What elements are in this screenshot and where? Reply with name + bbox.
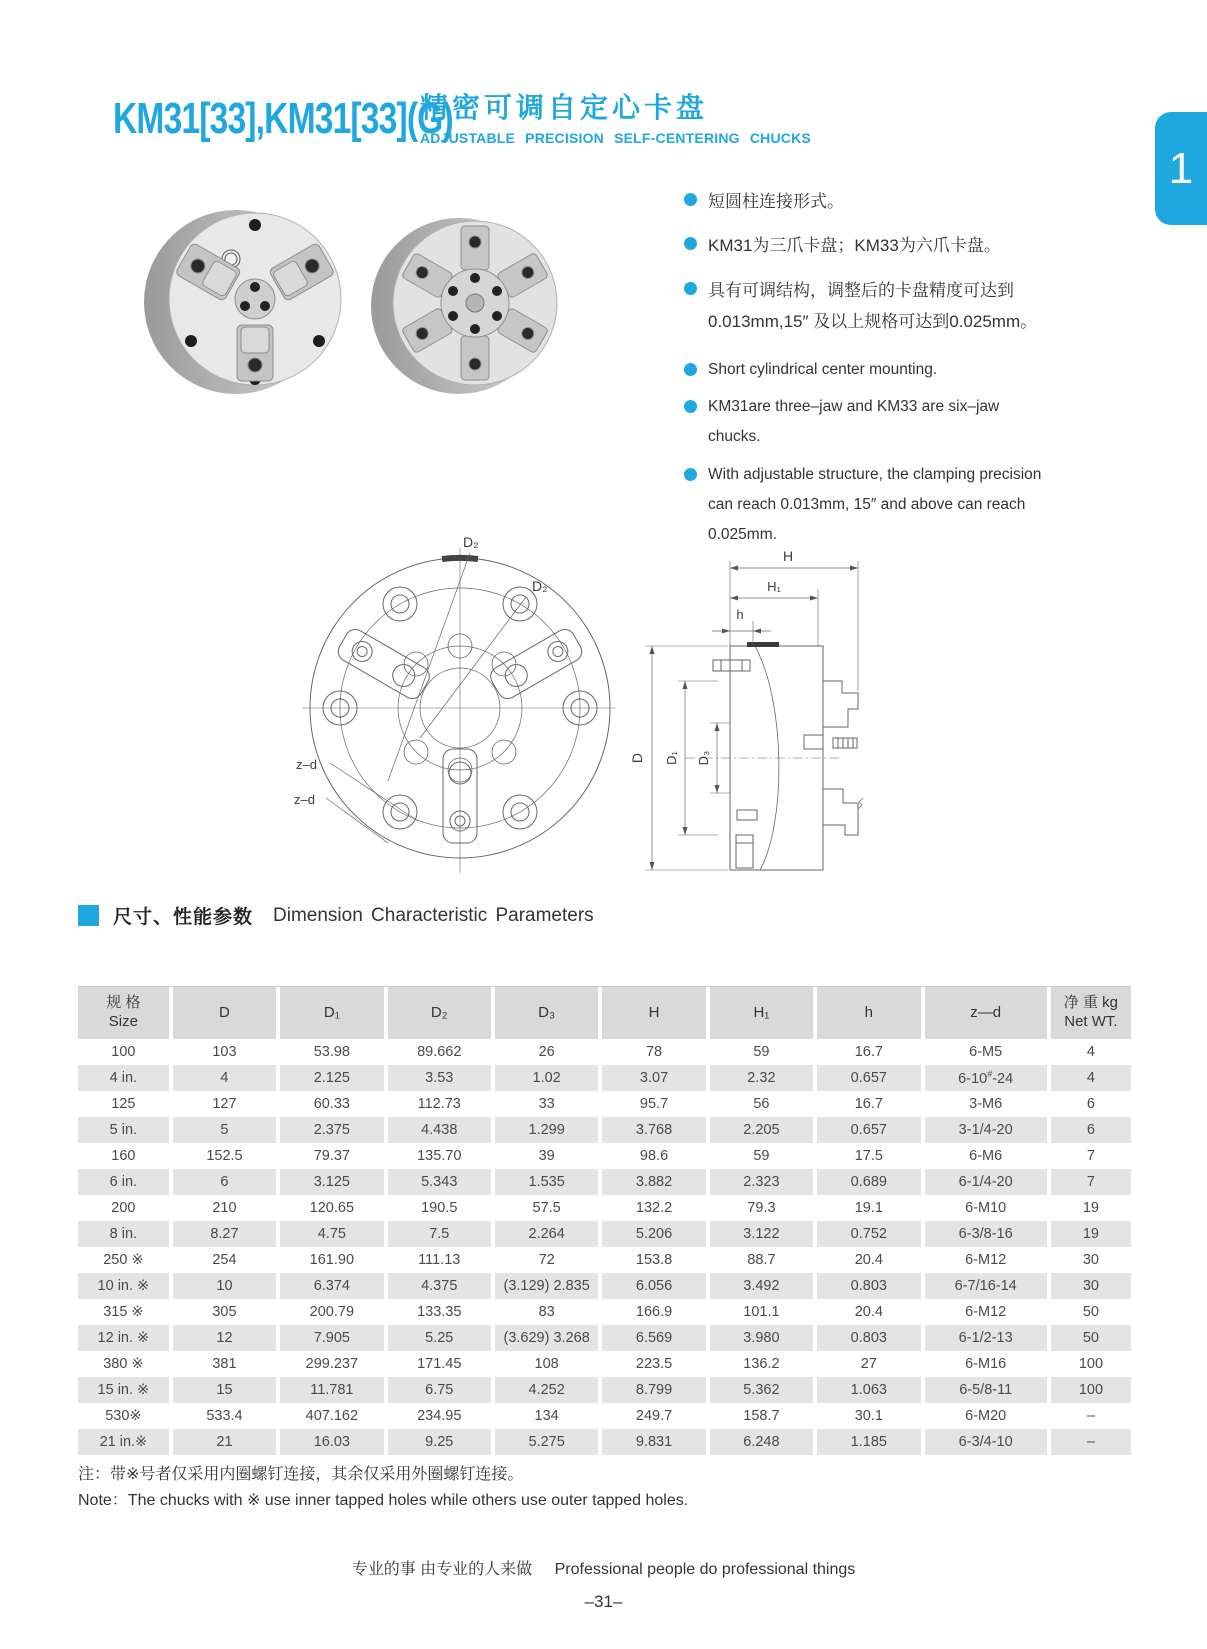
table-cell: 20.4: [817, 1247, 924, 1273]
table-cell: 0.803: [817, 1273, 924, 1299]
table-cell: 59: [710, 1143, 817, 1169]
dim-label-H: H: [782, 548, 794, 564]
dim-label-zd-upper: z–d: [296, 757, 317, 772]
table-row: [78, 1429, 1131, 1455]
table-cell: 9.25: [388, 1429, 495, 1455]
footer-slogan-english: Professional people do professional things: [554, 1561, 856, 1578]
table-cell: 223.5: [602, 1351, 709, 1377]
dimension-parameters-table: [78, 986, 1131, 1455]
table-row: [78, 1351, 1131, 1377]
table-cell: 6-M20: [925, 1403, 1051, 1429]
table-cell: 136.2: [710, 1351, 817, 1377]
table-cell: 3.122: [710, 1221, 817, 1247]
table-cell: 30.1: [817, 1403, 924, 1429]
table-cell: 78: [602, 1039, 709, 1065]
table-cell: 7.905: [280, 1325, 387, 1351]
table-cell: 50: [1051, 1325, 1131, 1351]
table-cell: 4: [1086, 1044, 1095, 1060]
table-cell: 407.162: [280, 1403, 387, 1429]
table-cell: 108: [495, 1351, 602, 1377]
column-header-D: D: [173, 987, 280, 1039]
column-header-D2: D₂: [388, 987, 495, 1039]
bullet-icon: [684, 363, 697, 376]
table-cell: 132.2: [602, 1195, 709, 1221]
table-cell: 3.125: [280, 1169, 387, 1195]
table-cell: 5 in.: [78, 1117, 173, 1143]
table-cell: 6-3/4-10: [925, 1429, 1051, 1455]
table-cell: 56: [710, 1091, 817, 1117]
table-cell: 200: [78, 1195, 173, 1221]
dim-label-h: h: [736, 607, 744, 622]
column-header-weight-cn: 净 重 kg: [1063, 994, 1119, 1012]
table-cell: 127: [173, 1091, 280, 1117]
table-cell: 1.063: [817, 1377, 924, 1403]
table-cell: 125: [78, 1091, 173, 1117]
column-header-size-cn: 规 格: [106, 994, 141, 1012]
table-cell: 120.65: [280, 1195, 387, 1221]
feature-text: With adjustable structure, the clamping precision can reach 0.013mm, 15″ and above can reach 0.025mm.: [708, 465, 1042, 544]
table-cell: 89.662: [388, 1039, 495, 1065]
table-cell: 1.185: [817, 1429, 924, 1455]
table-cell: 0.752: [817, 1221, 924, 1247]
dim-label-zd-lower: z–d: [294, 792, 315, 807]
table-cell: 3-M6: [925, 1091, 1051, 1117]
table-cell: 19.1: [817, 1195, 924, 1221]
note-chinese: 注：带※号者仅采用内圈螺钉连接，其余仅采用外圈螺钉连接。: [78, 1466, 524, 1483]
table-cell: 6: [1086, 1096, 1095, 1112]
table-cell: 83: [495, 1299, 602, 1325]
table-cell: 12 in. ※: [78, 1325, 173, 1351]
table-cell: 7.5: [388, 1221, 495, 1247]
feature-text: KM31为三爪卡盘；KM33为六爪卡盘。: [708, 236, 1001, 256]
column-header-weight-en: Net WT.: [1064, 1013, 1118, 1030]
table-row: [78, 1169, 1131, 1195]
technical-drawing-section-view: [590, 513, 935, 885]
table-row: [78, 1065, 1131, 1091]
list-item: [684, 230, 1056, 261]
dim-label-D1: D₁: [664, 751, 679, 765]
table-cell: 6-M12: [925, 1299, 1051, 1325]
table-cell: 3.07: [602, 1065, 709, 1091]
table-row: [78, 1039, 1131, 1065]
table-cell: 98.6: [602, 1143, 709, 1169]
table-cell: 153.8: [602, 1247, 709, 1273]
feature-text: KM31are three–jaw and KM33 are six–jaw chucks.: [708, 398, 1000, 446]
table-header-row: [78, 987, 1131, 1039]
table-cell: 112.73: [388, 1091, 495, 1117]
table-cell: 5.343: [388, 1169, 495, 1195]
table-cell: 315 ※: [78, 1299, 173, 1325]
feature-text: 短圆柱连接形式。: [708, 192, 844, 211]
table-cell: 16.7: [817, 1039, 924, 1065]
table-cell: 6-7/16-14: [925, 1273, 1051, 1299]
table-cell: 6.75: [388, 1377, 495, 1403]
table-cell: 6.248: [710, 1429, 817, 1455]
table-row: [78, 1091, 1131, 1117]
table-cell: 8.799: [602, 1377, 709, 1403]
table-row: [78, 1377, 1131, 1403]
table-row: [78, 1221, 1131, 1247]
table-cell: 2.375: [280, 1117, 387, 1143]
table-cell: 3.882: [602, 1169, 709, 1195]
table-cell: 200.79: [280, 1299, 387, 1325]
table-cell: 6.569: [602, 1325, 709, 1351]
table-cell: 2.323: [710, 1169, 817, 1195]
table-cell: 299.237: [280, 1351, 387, 1377]
table-cell: 15: [173, 1377, 280, 1403]
table-cell: 101.1: [710, 1299, 817, 1325]
table-cell: 5.25: [388, 1325, 495, 1351]
table-cell: 17.5: [817, 1143, 924, 1169]
table-cell: 166.9: [602, 1299, 709, 1325]
list-item: [684, 355, 1056, 385]
table-cell: 6-1/2-13: [925, 1325, 1051, 1351]
table-cell: 50: [1082, 1304, 1099, 1320]
product-photo-six-jaw-chuck: [363, 212, 581, 400]
table-cell: 2.125: [280, 1065, 387, 1091]
table-row: [78, 1247, 1131, 1273]
table-cell: 6-1/4-20: [925, 1169, 1051, 1195]
table-cell: 7: [1086, 1148, 1095, 1164]
table-cell: 103: [173, 1039, 280, 1065]
table-cell: (3.129) 2.835: [495, 1273, 602, 1299]
table-cell: 4.252: [495, 1377, 602, 1403]
table-cell: 72: [495, 1247, 602, 1273]
bullet-icon: [684, 400, 697, 413]
column-header-D1: D₁: [280, 987, 387, 1039]
column-header-D3: D₃: [495, 987, 602, 1039]
table-cell: 100: [1078, 1356, 1104, 1372]
table-cell: 6 in.: [78, 1169, 173, 1195]
dim-label-H1: H₁: [767, 579, 781, 594]
table-cell: 6-M12: [925, 1247, 1051, 1273]
table-cell: 12: [173, 1325, 280, 1351]
table-cell: 4: [1051, 1065, 1131, 1091]
dim-label-D3: D₃: [696, 750, 711, 766]
column-header-size-en: Size: [108, 1013, 138, 1030]
table-cell: 3.980: [710, 1325, 817, 1351]
table-cell: 6-M10: [925, 1195, 1051, 1221]
table-cell: 250 ※: [78, 1247, 173, 1273]
list-item: [684, 392, 1056, 452]
product-title-english: ADJUSTABLE PRECISION SELF-CENTERING CHUCKS: [420, 130, 811, 146]
table-cell: 234.95: [388, 1403, 495, 1429]
table-row: [78, 1117, 1131, 1143]
table-cell: 57.5: [495, 1195, 602, 1221]
table-cell: 6-3/8-16: [925, 1221, 1051, 1247]
table-row: [78, 1403, 1131, 1429]
product-photo-three-jaw-chuck: [133, 203, 365, 401]
dim-label-d2-top: D₂: [463, 534, 479, 550]
table-cell: 8.27: [173, 1221, 280, 1247]
table-cell: 6-5/8-11: [925, 1377, 1051, 1403]
table-cell: 0.657: [817, 1117, 924, 1143]
list-item: [684, 275, 1056, 338]
table-cell: 4.438: [388, 1117, 495, 1143]
table-cell: 161.90: [280, 1247, 387, 1273]
table-cell: 1.299: [495, 1117, 602, 1143]
table-cell: 79.3: [710, 1195, 817, 1221]
table-cell: 2.264: [495, 1221, 602, 1247]
chapter-tab[interactable]: 1: [1155, 112, 1207, 225]
table-cell: 39: [495, 1143, 602, 1169]
table-cell: 30: [1051, 1273, 1131, 1299]
table-cell: 27: [817, 1351, 924, 1377]
table-cell: 79.37: [280, 1143, 387, 1169]
column-header-H1: H₁: [710, 987, 817, 1039]
table-cell: 381: [173, 1351, 280, 1377]
table-notes: [78, 1462, 688, 1515]
column-header-size: [78, 987, 173, 1039]
table-cell: 8 in.: [78, 1221, 173, 1247]
table-cell: 152.5: [173, 1143, 280, 1169]
table-cell: 0.657: [817, 1065, 924, 1091]
bullet-icon: [684, 237, 697, 250]
table-cell: 171.45: [388, 1351, 495, 1377]
table-cell: 0.689: [817, 1169, 924, 1195]
table-cell: 5.362: [710, 1377, 817, 1403]
feature-list-chinese: [684, 186, 1056, 351]
table-cell: 21: [173, 1429, 280, 1455]
table-cell: 3.492: [710, 1273, 817, 1299]
table-cell: 11.781: [280, 1377, 387, 1403]
table-cell: 4.75: [280, 1221, 387, 1247]
section-heading: [78, 902, 594, 929]
bullet-icon: [684, 468, 697, 481]
table-cell: 0.803: [817, 1325, 924, 1351]
table-cell: 5.275: [495, 1429, 602, 1455]
note-english: Note：The chucks with ※ use inner tapped holes while others use outer tapped holes.: [78, 1492, 689, 1510]
table-cell: 7: [1051, 1169, 1131, 1195]
list-item: [684, 186, 1056, 217]
table-cell: 133.35: [388, 1299, 495, 1325]
table-cell: 6.374: [280, 1273, 387, 1299]
table-cell: 21 in.※: [78, 1429, 173, 1455]
table-cell: 380 ※: [78, 1351, 173, 1377]
page-title: KM31[33],KM31[33](G): [113, 95, 453, 143]
table-cell: 6: [1051, 1117, 1131, 1143]
table-cell: 1.02: [495, 1065, 602, 1091]
feature-text: Short cylindrical center mounting.: [708, 361, 938, 378]
table-cell: 30: [1082, 1252, 1099, 1268]
table-cell: 95.7: [602, 1091, 709, 1117]
table-cell: 15 in. ※: [78, 1377, 173, 1403]
table-cell: 111.13: [388, 1247, 495, 1273]
table-cell: 6.056: [602, 1273, 709, 1299]
table-cell: 305: [173, 1299, 280, 1325]
table-cell: 59: [710, 1039, 817, 1065]
table-cell: 5: [173, 1117, 280, 1143]
column-header-H: H: [602, 987, 709, 1039]
table-cell: 530※: [78, 1403, 173, 1429]
table-cell: 53.98: [280, 1039, 387, 1065]
section-marker-icon: [78, 905, 99, 926]
table-cell: 20.4: [817, 1299, 924, 1325]
table-cell: 4 in.: [78, 1065, 173, 1091]
table-cell: 6: [173, 1169, 280, 1195]
technical-drawing-front-view: [270, 523, 615, 885]
table-cell: 533.4: [173, 1403, 280, 1429]
table-cell: 210: [173, 1195, 280, 1221]
column-header-weight: [1051, 987, 1131, 1039]
table-cell: 16.03: [280, 1429, 387, 1455]
table-cell: 254: [173, 1247, 280, 1273]
table-row: [78, 1195, 1131, 1221]
section-heading-english: Dimension Characteristic Parameters: [273, 904, 594, 926]
table-cell: (3.629) 3.268: [495, 1325, 602, 1351]
bullet-icon: [684, 193, 697, 206]
footer-slogan-chinese: 专业的事 由专业的人来做: [351, 1561, 533, 1578]
table-cell: 5.206: [602, 1221, 709, 1247]
table-cell: 6-10#-24: [925, 1065, 1051, 1091]
table-cell: 3.768: [602, 1117, 709, 1143]
feature-text: 具有可调结构，调整后的卡盘精度可达到 0.013mm,15″ 及以上规格可达到0.025mm。: [708, 280, 1038, 332]
table-cell: 160: [78, 1143, 173, 1169]
table-cell: 6-M6: [925, 1143, 1051, 1169]
table-cell: 158.7: [710, 1403, 817, 1429]
table-cell: 6-M5: [925, 1039, 1051, 1065]
table-cell: 249.7: [602, 1403, 709, 1429]
table-cell: 16.7: [817, 1091, 924, 1117]
table-cell: 3.53: [388, 1065, 495, 1091]
table-cell: 2.205: [710, 1117, 817, 1143]
bullet-icon: [684, 282, 697, 295]
table-body: [78, 1039, 1131, 1455]
table-cell: –: [1086, 1408, 1095, 1424]
column-header-zd: z—d: [925, 987, 1051, 1039]
dim-label-d2-side: D₂: [532, 578, 548, 594]
column-header-h: h: [817, 987, 924, 1039]
table-cell: 190.5: [388, 1195, 495, 1221]
table-cell: 3-1/4-20: [925, 1117, 1051, 1143]
table-row: [78, 1325, 1131, 1351]
section-heading-chinese: 尺寸、性能参数: [113, 907, 254, 928]
page-number: –31–: [584, 1592, 623, 1611]
table-cell: 26: [495, 1039, 602, 1065]
table-cell: 100: [1051, 1377, 1131, 1403]
table-cell: 134: [495, 1403, 602, 1429]
table-cell: –: [1051, 1429, 1131, 1455]
table-row: [78, 1299, 1131, 1325]
product-title-chinese: 精密可调自定心卡盘: [420, 92, 709, 123]
table-cell: 10 in. ※: [78, 1273, 173, 1299]
dim-label-D: D: [629, 752, 645, 764]
table-cell: 4.375: [388, 1273, 495, 1299]
table-cell: 135.70: [388, 1143, 495, 1169]
table-cell: 10: [173, 1273, 280, 1299]
table-cell: 2.32: [710, 1065, 817, 1091]
table-cell: 88.7: [710, 1247, 817, 1273]
table-cell: 9.831: [602, 1429, 709, 1455]
table-cell: 4: [173, 1065, 280, 1091]
table-cell: 60.33: [280, 1091, 387, 1117]
table-cell: 19: [1082, 1200, 1099, 1216]
table-cell: 1.535: [495, 1169, 602, 1195]
table-row: [78, 1143, 1131, 1169]
table-cell: 19: [1051, 1221, 1131, 1247]
table-row: [78, 1273, 1131, 1299]
table-cell: 6-M16: [925, 1351, 1051, 1377]
table-cell: 33: [495, 1091, 602, 1117]
footer-slogan: [0, 1556, 1207, 1579]
table-cell: 100: [78, 1039, 173, 1065]
